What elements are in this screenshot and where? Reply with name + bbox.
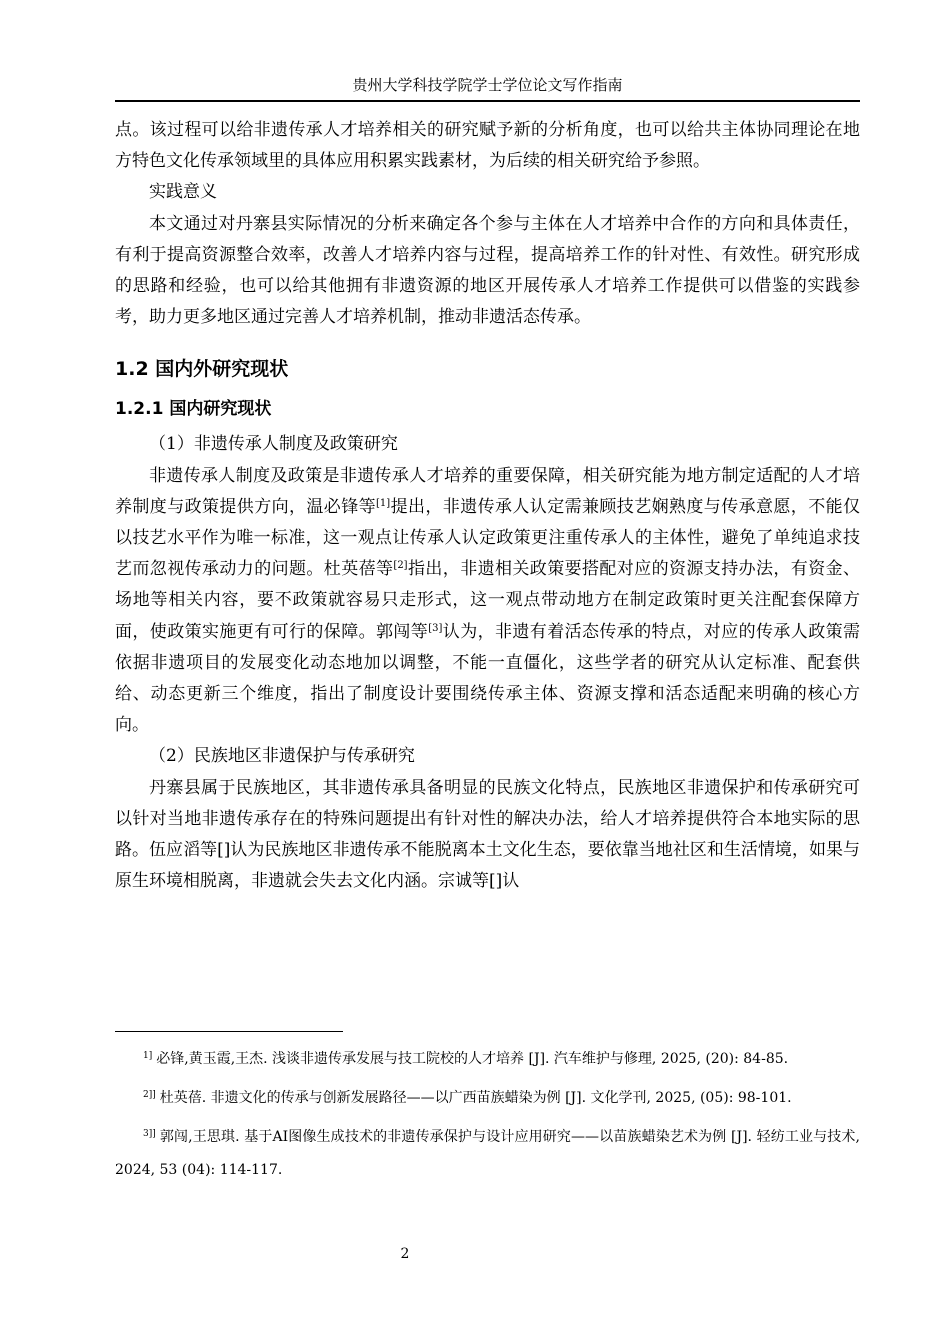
- footnote-item: [115, 1043, 860, 1076]
- citation-ref[interactable]: [3]: [428, 622, 443, 634]
- paragraph-ethnic-region-research: 丹寨县属于民族地区，其非遗传承具备明显的民族文化特点，民族地区非遗保护和传承研究可以针对当地非遗传承存在的特殊问题提出有针对性的解决办法，给人才培养提供符合本地实际的思路。伍应滔等[]认为民族地区非遗传承不能脱离本土文化生态，要依靠当地社区和生活情境，如果与原生环境相脱离，非遗就会失去文化内涵。宗诚等[]认: [115, 777, 860, 892]
- footnote-mark: 1]: [143, 1051, 153, 1061]
- body-text: [115, 115, 860, 897]
- paragraph-label-practical-significance: 实践意义: [149, 182, 217, 203]
- footnote-item: [115, 1082, 860, 1115]
- section-heading: 1.2 国内外研究现状: [115, 358, 289, 381]
- paragraph-policy-research: [115, 461, 860, 742]
- footnote-text: 郭闯,王思琪. 基于AI图像生成技术的非遗传承保护与设计应用研究——以苗族蜡染艺术为例 [J]. 轻纺工业与技术, 2024, 53 (04): 114-117.: [115, 1129, 860, 1178]
- footnote-mark: 3]]: [143, 1129, 156, 1139]
- subsection-heading: 1.2.1 国内研究现状: [115, 399, 272, 420]
- paragraph-practical-significance: 本文通过对丹寨县实际情况的分析来确定各个参与主体在人才培养中合作的方向和具体责任，有利于提高资源整合效率，改善人才培养内容与过程，提高培养工作的针对性、有效性。研究形成的思路和经验，也可以给其他拥有非遗资源的地区开展传承人才培养工作提供可以借鉴的实践参考，助力更多地区通过完善人才培养机制，推动非遗活态传承。: [115, 213, 860, 328]
- paragraph-continuation: 点。该过程可以给非遗传承人才培养相关的研究赋予新的分析角度，也可以给共主体协同理论在地方特色文化传承领域里的具体应用积累实践素材，为后续的相关研究给予参照。: [115, 120, 860, 172]
- paragraph-text: 提出，非遗传承人认定需兼顾技艺娴熟度与传承意愿，不能仅以技艺水平作为唯一标准，这一观点让传承人认定政策更注重传承人的主体性，避免了单纯追求技艺而忽视传承动力的问题。杜英蓓等: [115, 496, 861, 580]
- paragraph-text: 指出，非遗相关政策要搭配对应的资源支持办法，有资金、场地等相关内容，要不政策就容易只走形式，这一观点带动地方在制定政策时更关注配套保障方面，使政策实施更有可行的保障。郭闯等: [115, 559, 861, 642]
- footnote-text: 杜英蓓. 非遗文化的传承与创新发展路径——以广西苗族蜡染为例 [J]. 文化学刊, 2025, (05): 98-101.: [159, 1090, 792, 1106]
- header-rule: [115, 100, 860, 102]
- footnote-text: 必锋,黄玉霞,王杰. 浅谈非遗传承发展与技工院校的人才培养 [J]. 汽车维护与修理, 2025, (20): 84-85.: [156, 1051, 789, 1067]
- footnote-separator: [115, 1031, 343, 1032]
- running-header: 贵州大学科技学院学士学位论文写作指南: [352, 76, 623, 94]
- paragraph-text: 非遗传承人制度及政策是非遗传承人才培养的重要保障，相关研究能为地方制定适配的人才培养制度与政策提供方向，温必锋等: [115, 465, 860, 517]
- paragraph-text: 认为，非遗有着活态传承的特点，对应的传承人政策需依据非遗项目的发展变化动态地加以调整，不能一直僵化，这些学者的研究从认定标准、配套供给、动态更新三个维度，指出了制度设计要围绕传承主体、资源支撑和活态适配来明确的核心方向。: [115, 621, 861, 736]
- citation-ref[interactable]: [2]: [393, 560, 408, 572]
- item-title-1: （1）非遗传承人制度及政策研究: [149, 434, 398, 455]
- citation-ref[interactable]: [1]: [376, 497, 391, 509]
- item-title-2: （2）民族地区非遗保护与传承研究: [149, 746, 415, 767]
- footnote-mark: 2]]: [143, 1090, 156, 1100]
- footnote-item: [115, 1121, 860, 1187]
- footnotes: [115, 1043, 860, 1193]
- page-number: 2: [400, 1246, 410, 1262]
